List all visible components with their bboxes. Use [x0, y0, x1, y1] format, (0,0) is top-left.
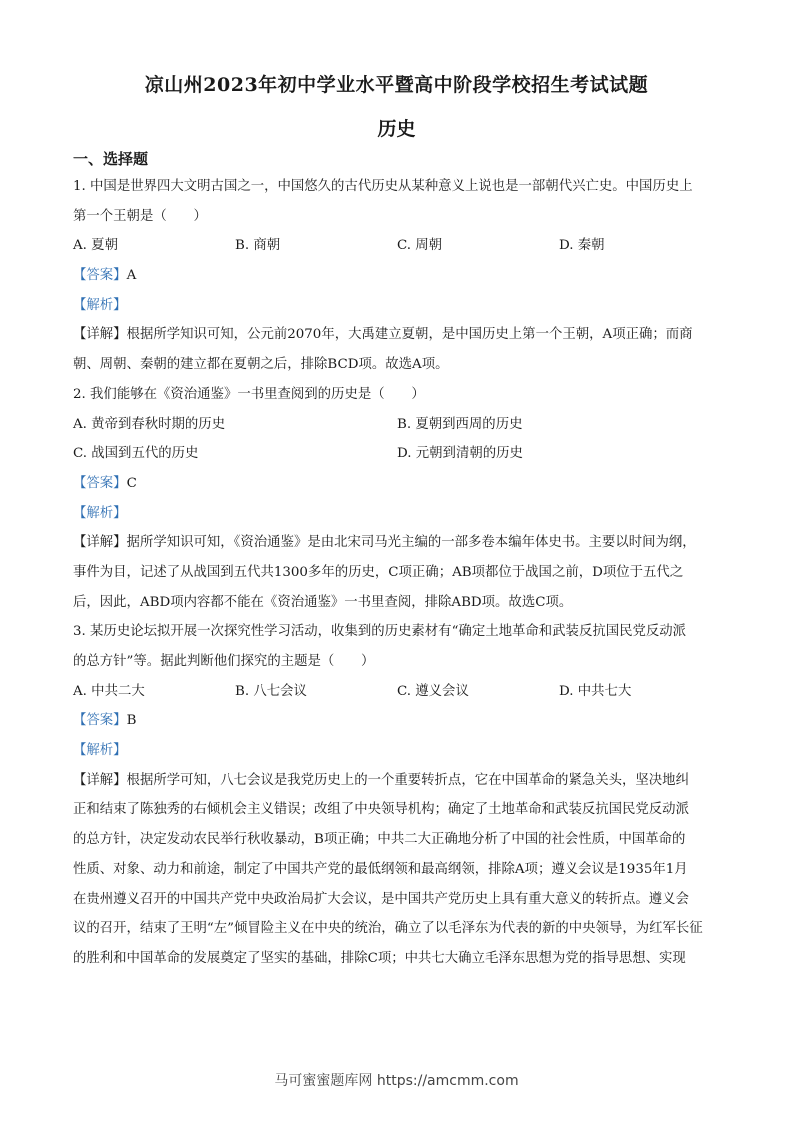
option-c: C. 遵义会议	[397, 683, 469, 699]
detail-line: 的胜利和中国革命的发展奠定了坚实的基础，排除C项；中共七大确立毛泽东思想为党的指导思想、实现	[73, 950, 686, 966]
analysis-label: 【解析】	[73, 743, 127, 759]
question-stem-line: 3. 某历史论坛拟开展一次探究性学习活动，收集到的历史素材有“确定土地革命和武装反抗国民党反动派	[73, 624, 687, 640]
detail-line: 【详解】根据所学知识可知，公元前2070年，大禹建立夏朝，是中国历史上第一个王朝，A项正确；而商	[73, 327, 693, 343]
analysis-label: 【解析】	[73, 505, 127, 521]
option-d: D. 元朝到清朝的历史	[397, 446, 523, 462]
question-1	[73, 172, 723, 380]
answer-line	[73, 469, 723, 499]
options-row	[73, 439, 723, 469]
question-stem-line: 的总方针”等。据此判断他们探究的主题是（ ）	[73, 654, 375, 669]
detail-line: 议的召开，结束了王明“左”倾冒险主义在中央的统治，确立了以毛泽东为代表的新的中央领导，为红军长征	[73, 921, 703, 937]
options-row	[73, 410, 723, 440]
page-title: 凉山州2023年初中学业水平暨高中阶段学校招生考试试题	[144, 74, 649, 96]
answer-label: 【答案】	[73, 475, 127, 491]
option-c: C. 周朝	[397, 238, 443, 254]
option-d: D. 中共七大	[559, 683, 632, 699]
answer-label: 【答案】	[73, 268, 127, 284]
option-c: C. 战国到五代的历史	[73, 446, 199, 462]
detail-line: 在贵州遵义召开的中国共产党中央政治局扩大会议，是中国共产党历史上具有重大意义的转折点。遵义会	[73, 891, 689, 907]
section-heading: 一、选择题	[73, 150, 149, 168]
option-b: B. 商朝	[235, 238, 281, 254]
analysis-label: 【解析】	[73, 297, 127, 313]
detail-line: 事件为目，记述了从战国到五代共1300多年的历史，C项正确；AB项都位于战国之前，D项位于五代之	[73, 564, 684, 580]
answer-value: B	[126, 713, 137, 729]
question-stem-line: 2. 我们能够在《资治通鉴》一书里查阅到的历史是（ ）	[73, 386, 425, 402]
answer-value: C	[126, 475, 137, 491]
option-a: A. 黄帝到春秋时期的历史	[73, 416, 226, 432]
answer-label: 【答案】	[73, 713, 127, 729]
detail-line: 的总方针，决定发动农民举行秋收暴动，B项正确；中共二大正确地分析了中国的社会性质，中国革命的	[73, 832, 686, 848]
detail-line: 【详解】据所学知识可知，《资治通鉴》是由北宋司马光主编的一部多卷本编年体史书。主要以时间为纲，	[73, 535, 696, 551]
detail-line: 朝、周朝、秦朝的建立都在夏朝之后，排除BCD项。故选A项。	[73, 357, 449, 373]
answer-value: A	[126, 268, 137, 284]
question-content	[73, 146, 723, 974]
answer-line	[73, 706, 723, 736]
detail-line: 【详解】根据所学可知，八七会议是我党历史上的一个重要转折点，它在中国革命的紧急关头，坚决地纠	[73, 772, 689, 788]
subject-title: 历史	[377, 118, 416, 140]
options-row	[73, 677, 723, 707]
question-3	[73, 617, 723, 973]
question-stem-line: 第一个王朝是（ ）	[73, 208, 207, 224]
options-row	[73, 231, 723, 261]
detail-line: 性质、对象、动力和前途，制定了中国共产党的最低纲领和最高纲领，排除A项；遵义会议是1935年1月	[73, 861, 688, 877]
question-stem-line: 1. 中国是世界四大文明古国之一，中国悠久的古代历史从某种意义上说也是一部朝代兴亡史。中国历史上	[73, 179, 693, 194]
option-b: B. 八七会议	[235, 683, 307, 699]
answer-line	[73, 261, 723, 291]
option-a: A. 中共二大	[73, 683, 145, 699]
option-b: B. 夏朝到西周的历史	[397, 416, 523, 432]
question-2	[73, 380, 723, 618]
detail-line: 后，因此，ABD项内容都不能在《资治通鉴》一书里查阅，排除ABD项。故选C项。	[73, 594, 573, 610]
detail-line: 正和结束了陈独秀的右倾机会主义错误；改组了中央领导机构；确定了土地革命和武装反抗国民党反动派	[73, 802, 689, 818]
footer-watermark-text: 马可蜜蜜题库网 https://amcmm.com	[274, 1073, 519, 1089]
option-d: D. 秦朝	[559, 238, 605, 254]
option-a: A. 夏朝	[73, 238, 118, 254]
